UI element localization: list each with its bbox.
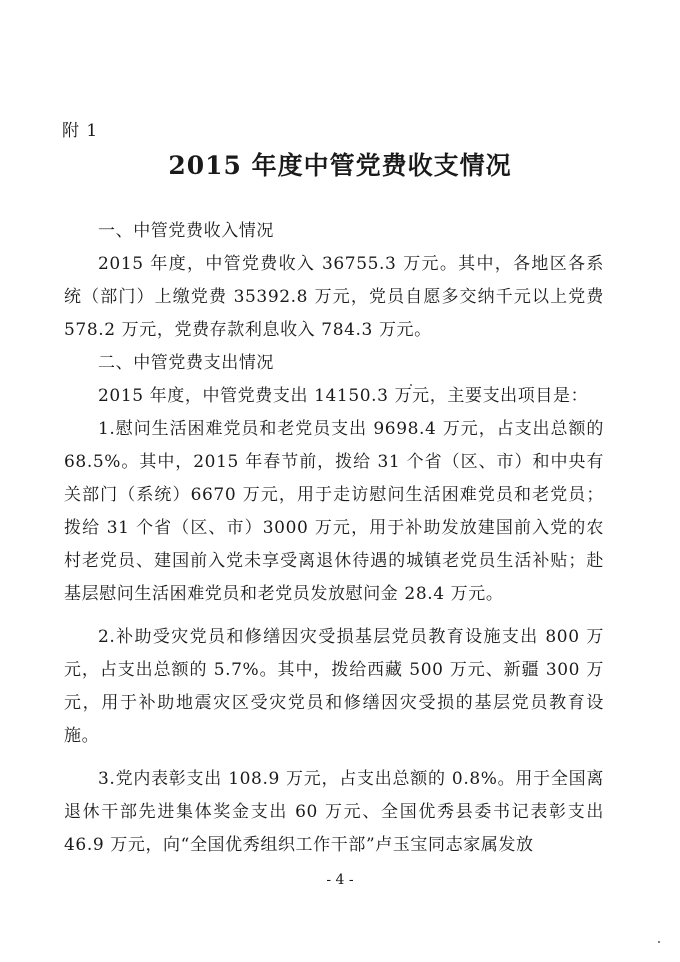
- scan-speck: [658, 941, 660, 943]
- section-heading-income: 一、中管党费收入情况: [98, 221, 274, 241]
- attachment-label: 附 1: [62, 121, 99, 141]
- paragraph-item-1: 1.慰问生活困难党员和老党员支出 9698.4 万元，占支出总额的 68.5%。其中，2015 年春节前，拨给 31 个省（区、市）和中央有关部门（系统）6670 万元，用于走访慰问生活困难党员和老党员；拨给 31 个省（区、市）3000 万元，用于补助发放建国前入党的农村老党员、建国前入党未享受离退休待遇的城镇老党员生活补贴；赴基层慰问生活困难党员和老党员发放慰问金 28.4 万元。: [64, 419, 604, 604]
- paragraph-item-2: 2.补助受灾党员和修缮因灾受损基层党员教育设施支出 800 万元，占支出总额的 5.7%。其中，拨给西藏 500 万元、新疆 300 万元，用于补助地震灾区受灾党员和修缮因灾受损的基层党员教育设施。: [64, 627, 604, 746]
- document-body: [64, 215, 604, 862]
- document-title: 2015 年度中管党费收支情况: [168, 151, 512, 180]
- paragraph-income: 2015 年度，中管党费收入 36755.3 万元。其中，各地区各系统（部门）上缴党费 35392.8 万元，党员自愿多交纳千元以上党费 578.2 万元，党费存款利息收入 784.3 万元。: [64, 254, 604, 340]
- scan-speck: [410, 384, 412, 386]
- section-heading-expense: 二、中管党费支出情况: [98, 353, 274, 373]
- page-number: - 4 -: [326, 872, 354, 888]
- paragraph-item-3: 3.党内表彰支出 108.9 万元，占支出总额的 0.8%。用于全国离退休干部先进集体奖金支出 60 万元、全国优秀县委书记表彰支出 46.9 万元，向“全国优秀组织工作干部”卢玉宝同志家属发放: [64, 769, 604, 855]
- paragraph-expense-summary: 2015 年度，中管党费支出 14150.3 万元，主要支出项目是：: [98, 386, 589, 406]
